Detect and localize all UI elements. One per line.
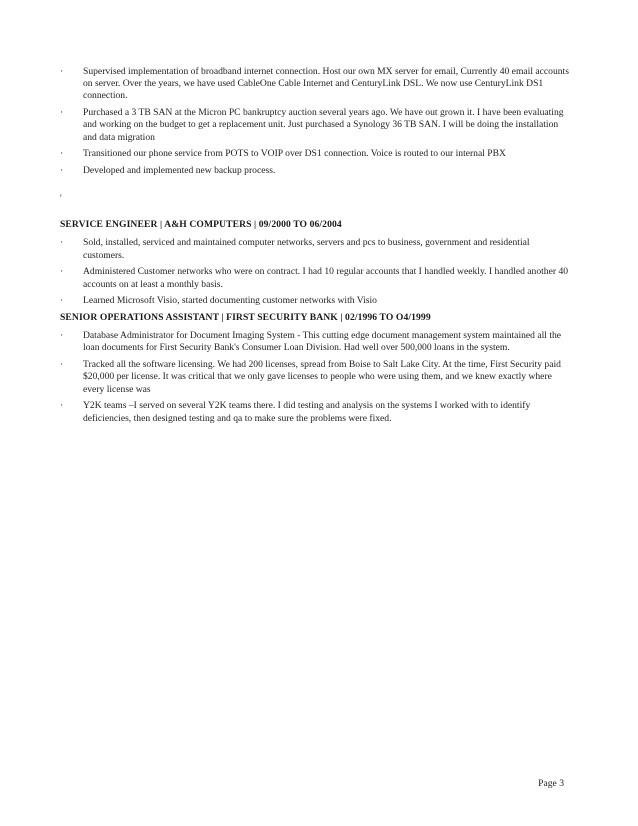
list-item-text: Purchased a 3 TB SAN at the Micron PC bankruptcy auction several years ago. We have out grown it. I have been evaluating and working on the budget to get a replacement unit. Just purchased a Synology 36 TB SAN. I will be doing the installation and data migration <box>83 107 564 143</box>
list-item <box>60 107 572 144</box>
list-item <box>60 148 572 160</box>
list-item-text: Learned Microsoft Visio, started documenting customer networks with Visio <box>83 295 377 307</box>
bullet-marker: · <box>60 165 64 177</box>
bullet-marker: · <box>60 359 64 371</box>
page-content <box>60 66 572 429</box>
bullet-marker: · <box>60 148 64 160</box>
list-item-text: Sold, installed, serviced and maintained computer networks, servers and pcs to business, government and residential customers. <box>83 237 530 261</box>
bullet-marker: · <box>60 107 64 119</box>
list-item <box>60 66 572 103</box>
intro-bullet-list <box>60 66 572 177</box>
senior-operations-bullet-list <box>60 330 572 425</box>
bullet-marker: · <box>60 237 64 249</box>
list-item-text: Database Administrator for Document Imaging System - This cutting edge document management system maintained all the loan documents for First Security Bank's Consumer Loan Division. Had well over 500,000 loans in the system. <box>83 330 562 354</box>
bullet-marker: · <box>60 330 64 342</box>
stray-mark: ' <box>60 193 62 205</box>
list-item <box>60 266 572 290</box>
list-item <box>60 237 572 261</box>
list-item <box>60 359 572 396</box>
section-heading-service-engineer: SERVICE ENGINEER | A&H COMPUTERS | 09/2000 TO 06/2004 <box>60 219 342 231</box>
list-item-text: Developed and implemented new backup process. <box>83 165 276 177</box>
service-engineer-bullet-list <box>60 237 572 307</box>
bullet-marker: · <box>60 66 64 77</box>
list-item <box>60 400 572 424</box>
bullet-marker: · <box>60 400 64 412</box>
list-item-text: Supervised implementation of broadband internet connection. Host our own MX server for email, Currently 40 email accounts on server. Over the years, we have used CableOne Cable Internet and CenturyLink DSL. We now use CenturyLink DS1 connection. <box>83 66 569 102</box>
list-item-text: Tracked all the software licensing. We had 200 licenses, spread from Boise to Salt Lake City. At the time, First Security paid $20,000 per license. It was critical that we only gave licenses to people who were using them, and we knew exactly where every license was <box>83 359 561 395</box>
list-item-text: Administered Customer networks who were on contract. I had 10 regular accounts that I handled weekly. I handled another 40 accounts on at least a monthly basis. <box>83 266 569 290</box>
bullet-marker: · <box>60 295 64 307</box>
list-item <box>60 330 572 354</box>
page-number: Page 3 <box>538 778 564 789</box>
list-item <box>60 295 572 307</box>
bullet-marker: · <box>60 266 64 278</box>
list-item-text: Transitioned our phone service from POTS to VOIP over DS1 connection. Voice is routed to our internal PBX <box>83 148 506 160</box>
list-item-text: Y2K teams –I served on several Y2K teams there. I did testing and analysis on the systems I worked with to identify deficiencies, then designed testing and qa to make sure the problems were fixed. <box>83 400 531 424</box>
list-item <box>60 165 572 177</box>
section-heading-senior-operations-assistant: SENIOR OPERATIONS ASSISTANT | FIRST SECURITY BANK | 02/1996 TO O4/1999 <box>60 312 431 324</box>
